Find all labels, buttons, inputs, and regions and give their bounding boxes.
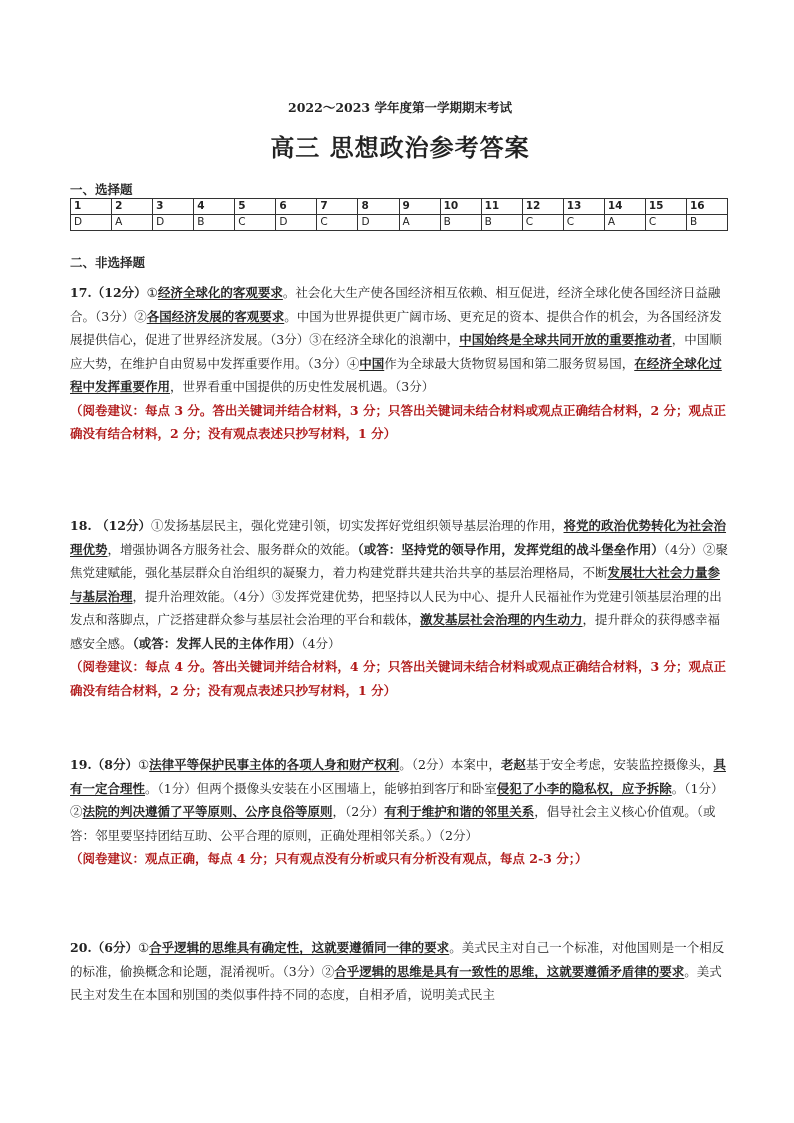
key-point: 法律平等保护民事主体的各项人身和财产权利 xyxy=(149,757,400,772)
section-title-choice: 一、选择题 xyxy=(70,182,133,197)
key-point: 各国经济发展的客观要求 xyxy=(146,308,285,324)
answer-cell: C xyxy=(645,215,686,231)
answer-cell: B xyxy=(440,215,481,231)
question-number: 18. （12分） xyxy=(70,518,151,533)
answer-cell: A xyxy=(112,215,153,231)
question-number-cell: 10 xyxy=(440,199,481,215)
question-number: 20.（6分） xyxy=(70,940,138,955)
document-title: 高三 思想政治参考答案 xyxy=(270,134,530,162)
question-number-cell: 4 xyxy=(194,199,235,215)
question-number: 19.（8分） xyxy=(70,757,138,772)
alternative-answer: （或答：坚持党的领导作用，发挥党组的战斗堡垒作用） xyxy=(357,541,664,557)
key-point: 激发基层社会治理的内生动力 xyxy=(420,612,583,627)
answer-cell: B xyxy=(481,215,522,231)
answer-cell: A xyxy=(604,215,645,231)
key-point: 老赵 xyxy=(500,757,526,772)
question-number-cell: 5 xyxy=(235,199,276,215)
alternative-answer: （或答：发挥人民的主体作用） xyxy=(132,635,302,651)
answer-cell: C xyxy=(317,215,358,231)
question-number-cell: 3 xyxy=(153,199,194,215)
question-17: 17.（12分）①经济全球化的客观要求。社会化大生产使各国经济相互依赖、相互促进，经济全球化使各国经济日益融合。（3分）②各国经济发展的客观要求。中国为世界提供更广阔市场、更充足的资本、提供合作的机会，为各国经济发展提供信心，促进了世界经济发展。（3分）③在经济全球化的浪潮中，中国始终是全球共同开放的重要推动者，中国顺应大势，在维护自由贸易中发挥重要作用。（3分）④中国作为全球最大货物贸易国和第二服务贸易国，在经济全球化过程中发挥重要作用，世界看重中国提供的历史性发展机遇。（3分） （阅卷建议：每点 3 分。答出关键词并结合材料，3 分；只答出关键词未结合材料或观点正确结合材料，2 分；观点正确没有结合材料，2 分；没有观点表述只抄写材料，1 分） xyxy=(70,281,730,446)
key-point: 有利于维护和谐的邻里关系 xyxy=(384,804,535,819)
question-19: 19.（8分）①法律平等保护民事主体的各项人身和财产权利。（2分）本案中，老赵基于安全考虑，安装监控摄像头，具有一定合理性。（1分）但两个摄像头安装在小区围墙上，能够拍到客厅和卧室侵犯了小李的隐私权，应予拆除。（1分）②法院的判决遵循了平等原则、公序良俗等原则，（2分）有利于维护和谐的邻里关系，倡导社会主义核心价值观。（或答：邻里要坚持团结互助、公平合理的原则，正确处理相邻关系。）（2分） （阅卷建议：观点正确，每点 4 分；只有观点没有分析或只有分析没有观点，每点 2-3 分；） xyxy=(70,753,730,871)
question-number-cell: 12 xyxy=(522,199,563,215)
question-number-cell: 14 xyxy=(604,199,645,215)
answer-cell: C xyxy=(563,215,604,231)
grading-advice: （阅卷建议：每点 4 分。答出关键词并结合材料，4 分；只答出关键词未结合材料或观点正确结合材料，3 分；观点正确没有结合材料，2 分；没有观点表述只抄写材料，1 分） xyxy=(70,659,727,698)
section-title-open: 二、非选择题 xyxy=(70,255,146,270)
question-number-cell: 13 xyxy=(563,199,604,215)
question-number-cell: 2 xyxy=(112,199,153,215)
grading-advice: （阅卷建议：每点 3 分。答出关键词并结合材料，3 分；只答出关键词未结合材料或观点正确结合材料，2 分；观点正确没有结合材料，2 分；没有观点表述只抄写材料，1 分） xyxy=(70,402,727,441)
answer-row xyxy=(71,215,728,231)
question-number-cell: 9 xyxy=(399,199,440,215)
question-number-cell: 8 xyxy=(358,199,399,215)
answer-cell: D xyxy=(153,215,194,231)
answer-cell: D xyxy=(71,215,112,231)
answer-cell: D xyxy=(276,215,317,231)
question-number-cell: 6 xyxy=(276,199,317,215)
question-number-cell: 11 xyxy=(481,199,522,215)
key-point: 将党的政治优势转化为社会治理优势 xyxy=(70,518,727,557)
answer-table xyxy=(70,198,728,231)
answer-cell: C xyxy=(235,215,276,231)
question-20: 20.（6分）①合乎逻辑的思维具有确定性，这就要遵循同一律的要求。美式民主对自己一个标准，对他国则是一个相反的标准，偷换概念和论题，混淆视听。（3分）②合乎逻辑的思维是具有一致性的思维，这就要遵循矛盾律的要求。美式民主对发生在本国和别国的类似事件持不同的态度，自相矛盾，说明美式民主 xyxy=(70,940,725,1002)
key-point: 具有一定合理性 xyxy=(70,757,726,796)
key-point: 合乎逻辑的思维是具有一致性的思维，这就要遵循矛盾律的要求 xyxy=(334,963,685,979)
key-point: 中国始终是全球共同开放的重要推动者 xyxy=(459,332,672,347)
exam-title: 2022～2023 学年度第一学期期末考试 xyxy=(288,100,512,115)
key-point: 中国 xyxy=(359,355,385,371)
key-point: 侵犯了小李的隐私权，应予拆除 xyxy=(496,780,672,796)
key-point: 法院的判决遵循了平等原则、公序良俗等原则 xyxy=(82,804,333,819)
answer-cell: B xyxy=(686,215,727,231)
question-number-cell: 1 xyxy=(71,199,112,215)
answer-cell: C xyxy=(522,215,563,231)
key-point: 在经济全球化过程中发挥重要作用 xyxy=(70,355,722,394)
question-number-row xyxy=(71,199,728,215)
question-number-cell: 7 xyxy=(317,199,358,215)
question-number: 17.（12分） xyxy=(70,285,147,300)
key-point: 合乎逻辑的思维具有确定性，这就要遵循同一律的要求 xyxy=(149,940,450,955)
question-number-cell: 16 xyxy=(686,199,727,215)
answer-cell: D xyxy=(358,215,399,231)
question-number-cell: 15 xyxy=(645,199,686,215)
answer-cell: B xyxy=(194,215,235,231)
answer-cell: A xyxy=(399,215,440,231)
grading-advice: （阅卷建议：观点正确，每点 4 分；只有观点没有分析或只有分析没有观点，每点 2-3 分；） xyxy=(70,851,588,866)
question-18: 18. （12分）①发扬基层民主，强化党建引领，切实发挥好党组织领导基层治理的作用，将党的政治优势转化为社会治理优势，增强协调各方服务社会、服务群众的效能。（或答：坚持党的领导作用，发挥党组的战斗堡垒作用）（4分）②聚焦党建赋能，强化基层群众自治组织的凝聚力，着力构建党群共建共治共享的基层治理格局，不断发展壮大社会力量参与基层治理，提升治理效能。（4分）③发挥党建优势，把坚持以人民为中心、提升人民福祉作为党建引领基层治理的出发点和落脚点，广泛搭建群众参与基层社会治理的平台和载体，激发基层社会治理的内生动力，提升群众的获得感幸福感安全感。（或答：发挥人民的主体作用）（4分） （阅卷建议：每点 4 分。答出关键词并结合材料，4 分；只答出关键词未结合材料或观点正确结合材料，3 分；观点正确没有结合材料，2 分；没有观点表述只抄写材料，1 分） xyxy=(70,514,730,702)
key-point: 经济全球化的客观要求 xyxy=(157,285,283,300)
key-point: 发展壮大社会力量参与基层治理 xyxy=(70,565,721,604)
